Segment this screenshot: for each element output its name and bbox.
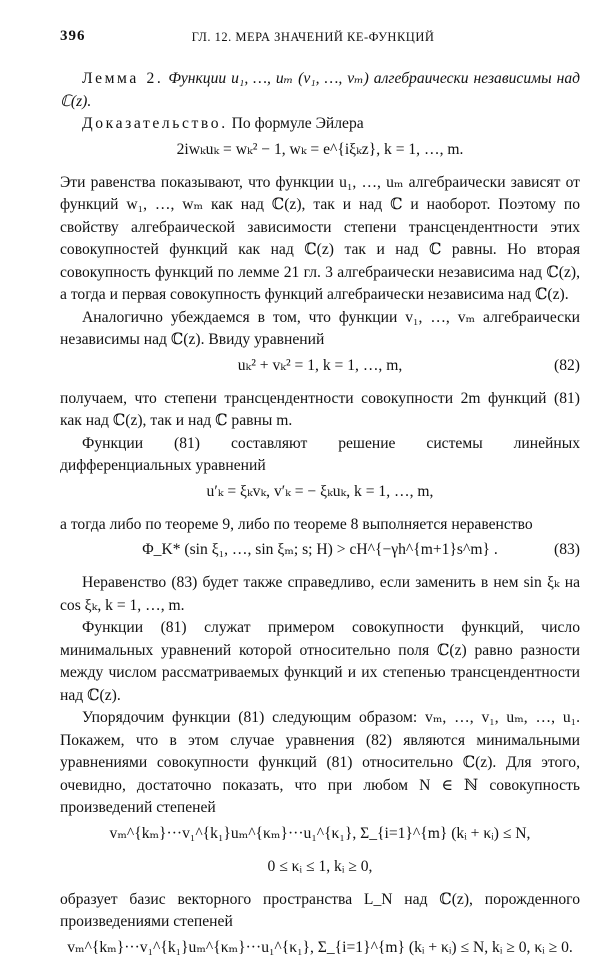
paragraph-7: Функции (81) служат примером совокупности функций, число минимальных уравнений которой относительно поля ℂ(z) равно разности между числом рассматриваемых функций и их степенью трансцендентности над ℂ(z). <box>60 619 580 704</box>
page-number: 396 <box>60 28 86 44</box>
lemma-label: Лемма 2. <box>82 70 164 87</box>
running-header <box>60 28 566 48</box>
products-formula-1b-text: 0 ≤ κᵢ ≤ 1, kᵢ ≥ 0, <box>267 857 373 875</box>
equation-82 <box>60 355 580 385</box>
paragraph-5: а тогда либо по теореме 9, либо по теореме 8 выполняется неравенство <box>60 515 533 533</box>
differential-system <box>60 481 580 511</box>
products-formula-1-text: vₘ^{kₘ}···v₁^{k₁}uₘ^{κₘ}···u₁^{κ₁}, Σ_{i=1}^{m} (kᵢ + κᵢ) ≤ N, <box>109 824 531 842</box>
equation-83-text: Φ_K* (sin ξ₁, …, sin ξₘ; s; H) > cH^{−γh^{m+1}s^m} . <box>142 541 498 558</box>
page-body <box>60 68 580 970</box>
equation-82-number: (82) <box>554 356 580 374</box>
paragraph-9: образует базис векторного пространства L_N над ℂ(z), порожденного произведениями степеней <box>60 890 580 930</box>
proof-intro-text: По формуле Эйлера <box>231 115 364 132</box>
proof-intro <box>60 113 580 136</box>
differential-system-text: u′ₖ = ξₖvₖ, v′ₖ = − ξₖuₖ, k = 1, …, m, <box>206 482 434 500</box>
equation-83-number: (83) <box>554 541 580 558</box>
euler-formula-text: 2iwₖuₖ = wₖ² − 1, wₖ = e^{iξₖz}, k = 1, …, m. <box>176 140 464 158</box>
products-formula-2 <box>60 937 580 967</box>
products-formula-1 <box>60 823 580 853</box>
paragraph-8: Упорядочим функции (81) следующим образом: vₘ, …, v₁, uₘ, …, u₁. Покажем, что в этом случае уравнения (82) являются минимальными уравнениями совокупности функций (81) относительно ℂ(z). Для этого, очевидно, достаточно показать, что при любом N ∈ ℕ совокупность произведений степеней <box>60 709 580 816</box>
paragraph-2: Аналогично убеждаемся в том, что функции v₁, …, vₘ алгебраически независимы над ℂ(z). Ввиду уравнений <box>60 308 580 348</box>
equation-83 <box>60 539 580 569</box>
proof-label: Доказательство. <box>82 115 228 132</box>
running-title: ГЛ. 12. МЕРА ЗНАЧЕНИЙ КЕ-ФУНКЦИЙ <box>191 30 435 44</box>
lemma-paragraph <box>60 68 580 113</box>
paragraph-4: Функции (81) составляют решение системы линейных дифференциальных уравнений <box>60 434 580 474</box>
paragraph-1: Эти равенства показывают, что функции u₁, …, uₘ алгебраически зависят от функций w₁, …, wₘ как над ℂ(z), так и над ℂ и наоборот. Поэтому по свойству алгебраической зависимости степени трансцендентности этих совокупностей функций как над ℂ(z) так и над ℂ равны. Но вторая совокупность функций по лемме 21 гл. 3 алгебраически независима над ℂ(z), а тогда и первая совокупность функций алгебраически независима над ℂ(z). <box>60 173 580 303</box>
euler-formula <box>60 139 580 169</box>
lemma-statement: Функции u₁, …, uₘ (v₁, …, vₘ) алгебраически независимы над ℂ(z). <box>60 70 580 110</box>
products-formula-1b <box>60 856 580 886</box>
equation-82-text: uₖ² + vₖ² = 1, k = 1, …, m, <box>237 356 403 374</box>
paragraph-3: получаем, что степени трансцендентности совокупности 2m функций (81) как над ℂ(z), так и над ℂ равны m. <box>60 389 580 429</box>
products-formula-2-text: vₘ^{kₘ}···v₁^{k₁}uₘ^{κₘ}···u₁^{κ₁}, Σ_{i=1}^{m} (kᵢ + κᵢ) ≤ N, kᵢ ≥ 0, κᵢ ≥ 0. <box>67 938 573 956</box>
paragraph-6: Неравенство (83) будет также справедливо, если заменить в нем sin ξₖ на cos ξₖ, k = 1, …, m. <box>60 574 580 614</box>
